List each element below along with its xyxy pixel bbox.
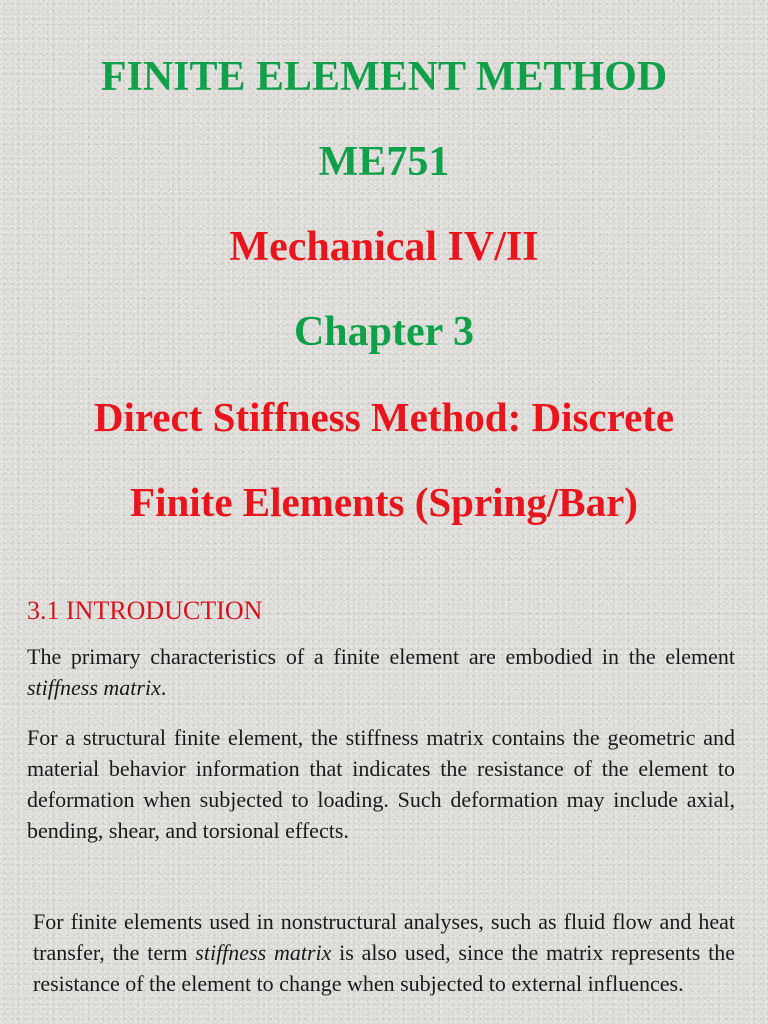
section-heading: 3.1 INTRODUCTION: [27, 596, 263, 625]
intro-paragraph-3: [33, 906, 735, 999]
paragraph-text: is also used, since the matrix represents the resistance of the element to change when subjected to external influences.: [33, 940, 735, 996]
intro-paragraph-1: [27, 641, 735, 703]
topic-title-line-1: Direct Stiffness Method: Discrete: [93, 394, 675, 440]
topic-title-line-2: Finite Elements (Spring/Bar): [130, 479, 638, 525]
paragraph-text: The primary characteristics of a finite element are embodied in the element: [27, 644, 735, 669]
emphasis-term: stiffness matrix: [195, 940, 332, 965]
course-code: ME751: [318, 139, 450, 185]
chapter-title: Chapter 3: [293, 309, 475, 355]
paragraph-text: For finite elements used in nonstructural analyses, such as fluid flow and heat transfer, the term: [33, 909, 735, 965]
emphasis-term: stiffness matrix: [27, 675, 161, 700]
course-title: FINITE ELEMENT METHOD: [100, 54, 668, 100]
program-title: Mechanical IV/II: [229, 224, 539, 270]
intro-paragraph-2: For a structural finite element, the stiffness matrix contains the geometric and material behavior information that indicates the resistance of the element to deformation when subjected to loading. Such deformation may include axial, bending, shear, and torsional effects.: [27, 725, 735, 843]
paragraph-text: .: [160, 675, 167, 700]
